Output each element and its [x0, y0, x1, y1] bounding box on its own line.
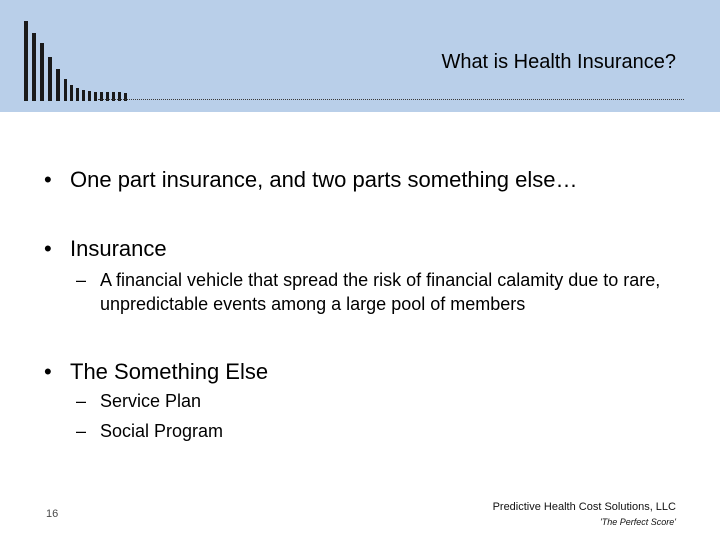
- bullet-marker: •: [44, 167, 52, 192]
- decorative-bar: [82, 90, 85, 101]
- decorative-bar: [48, 57, 52, 101]
- decorative-bar: [94, 92, 97, 101]
- dash-marker: –: [76, 421, 87, 441]
- bullet-insurance: [44, 236, 167, 262]
- sub-bullet-service-plan: [76, 389, 476, 413]
- sub-bullet-insurance-definition: [76, 268, 686, 316]
- sub-bullet-text: Social Program: [100, 421, 224, 441]
- decorative-bar: [32, 33, 36, 101]
- sub-bullet-social-program: [76, 419, 476, 443]
- company-name: Predictive Health Cost Solutions, LLC: [492, 501, 676, 513]
- bullet-something-else: [44, 359, 268, 385]
- bullet-marker: •: [44, 359, 52, 384]
- decorative-bar: [70, 85, 73, 101]
- company-tagline: 'The Perfect Score': [600, 517, 676, 527]
- bullet-one-part-insurance: [44, 167, 578, 193]
- bullet-marker: •: [44, 236, 52, 261]
- sub-bullet-text: A financial vehicle that spread the risk of financial calamity due to rare, unpredictable events among a large pool of members: [100, 270, 661, 314]
- bullet-text: One part insurance, and two parts something else…: [70, 167, 578, 192]
- page-number: 16: [46, 508, 59, 520]
- decorative-bar: [56, 69, 60, 101]
- bullet-text: The Something Else: [70, 359, 269, 384]
- decorative-bar: [40, 43, 44, 101]
- decorative-bar: [24, 21, 28, 101]
- slide-title: What is Health Insurance?: [441, 51, 676, 73]
- decorative-bar: [76, 88, 79, 101]
- dash-marker: –: [76, 391, 87, 411]
- sub-bullet-text: Service Plan: [100, 391, 202, 411]
- decorative-bar: [88, 91, 91, 101]
- bullet-text: Insurance: [70, 236, 167, 261]
- decorative-bar: [64, 79, 67, 101]
- header-dotted-rule: [98, 99, 684, 100]
- dash-marker: –: [76, 270, 87, 290]
